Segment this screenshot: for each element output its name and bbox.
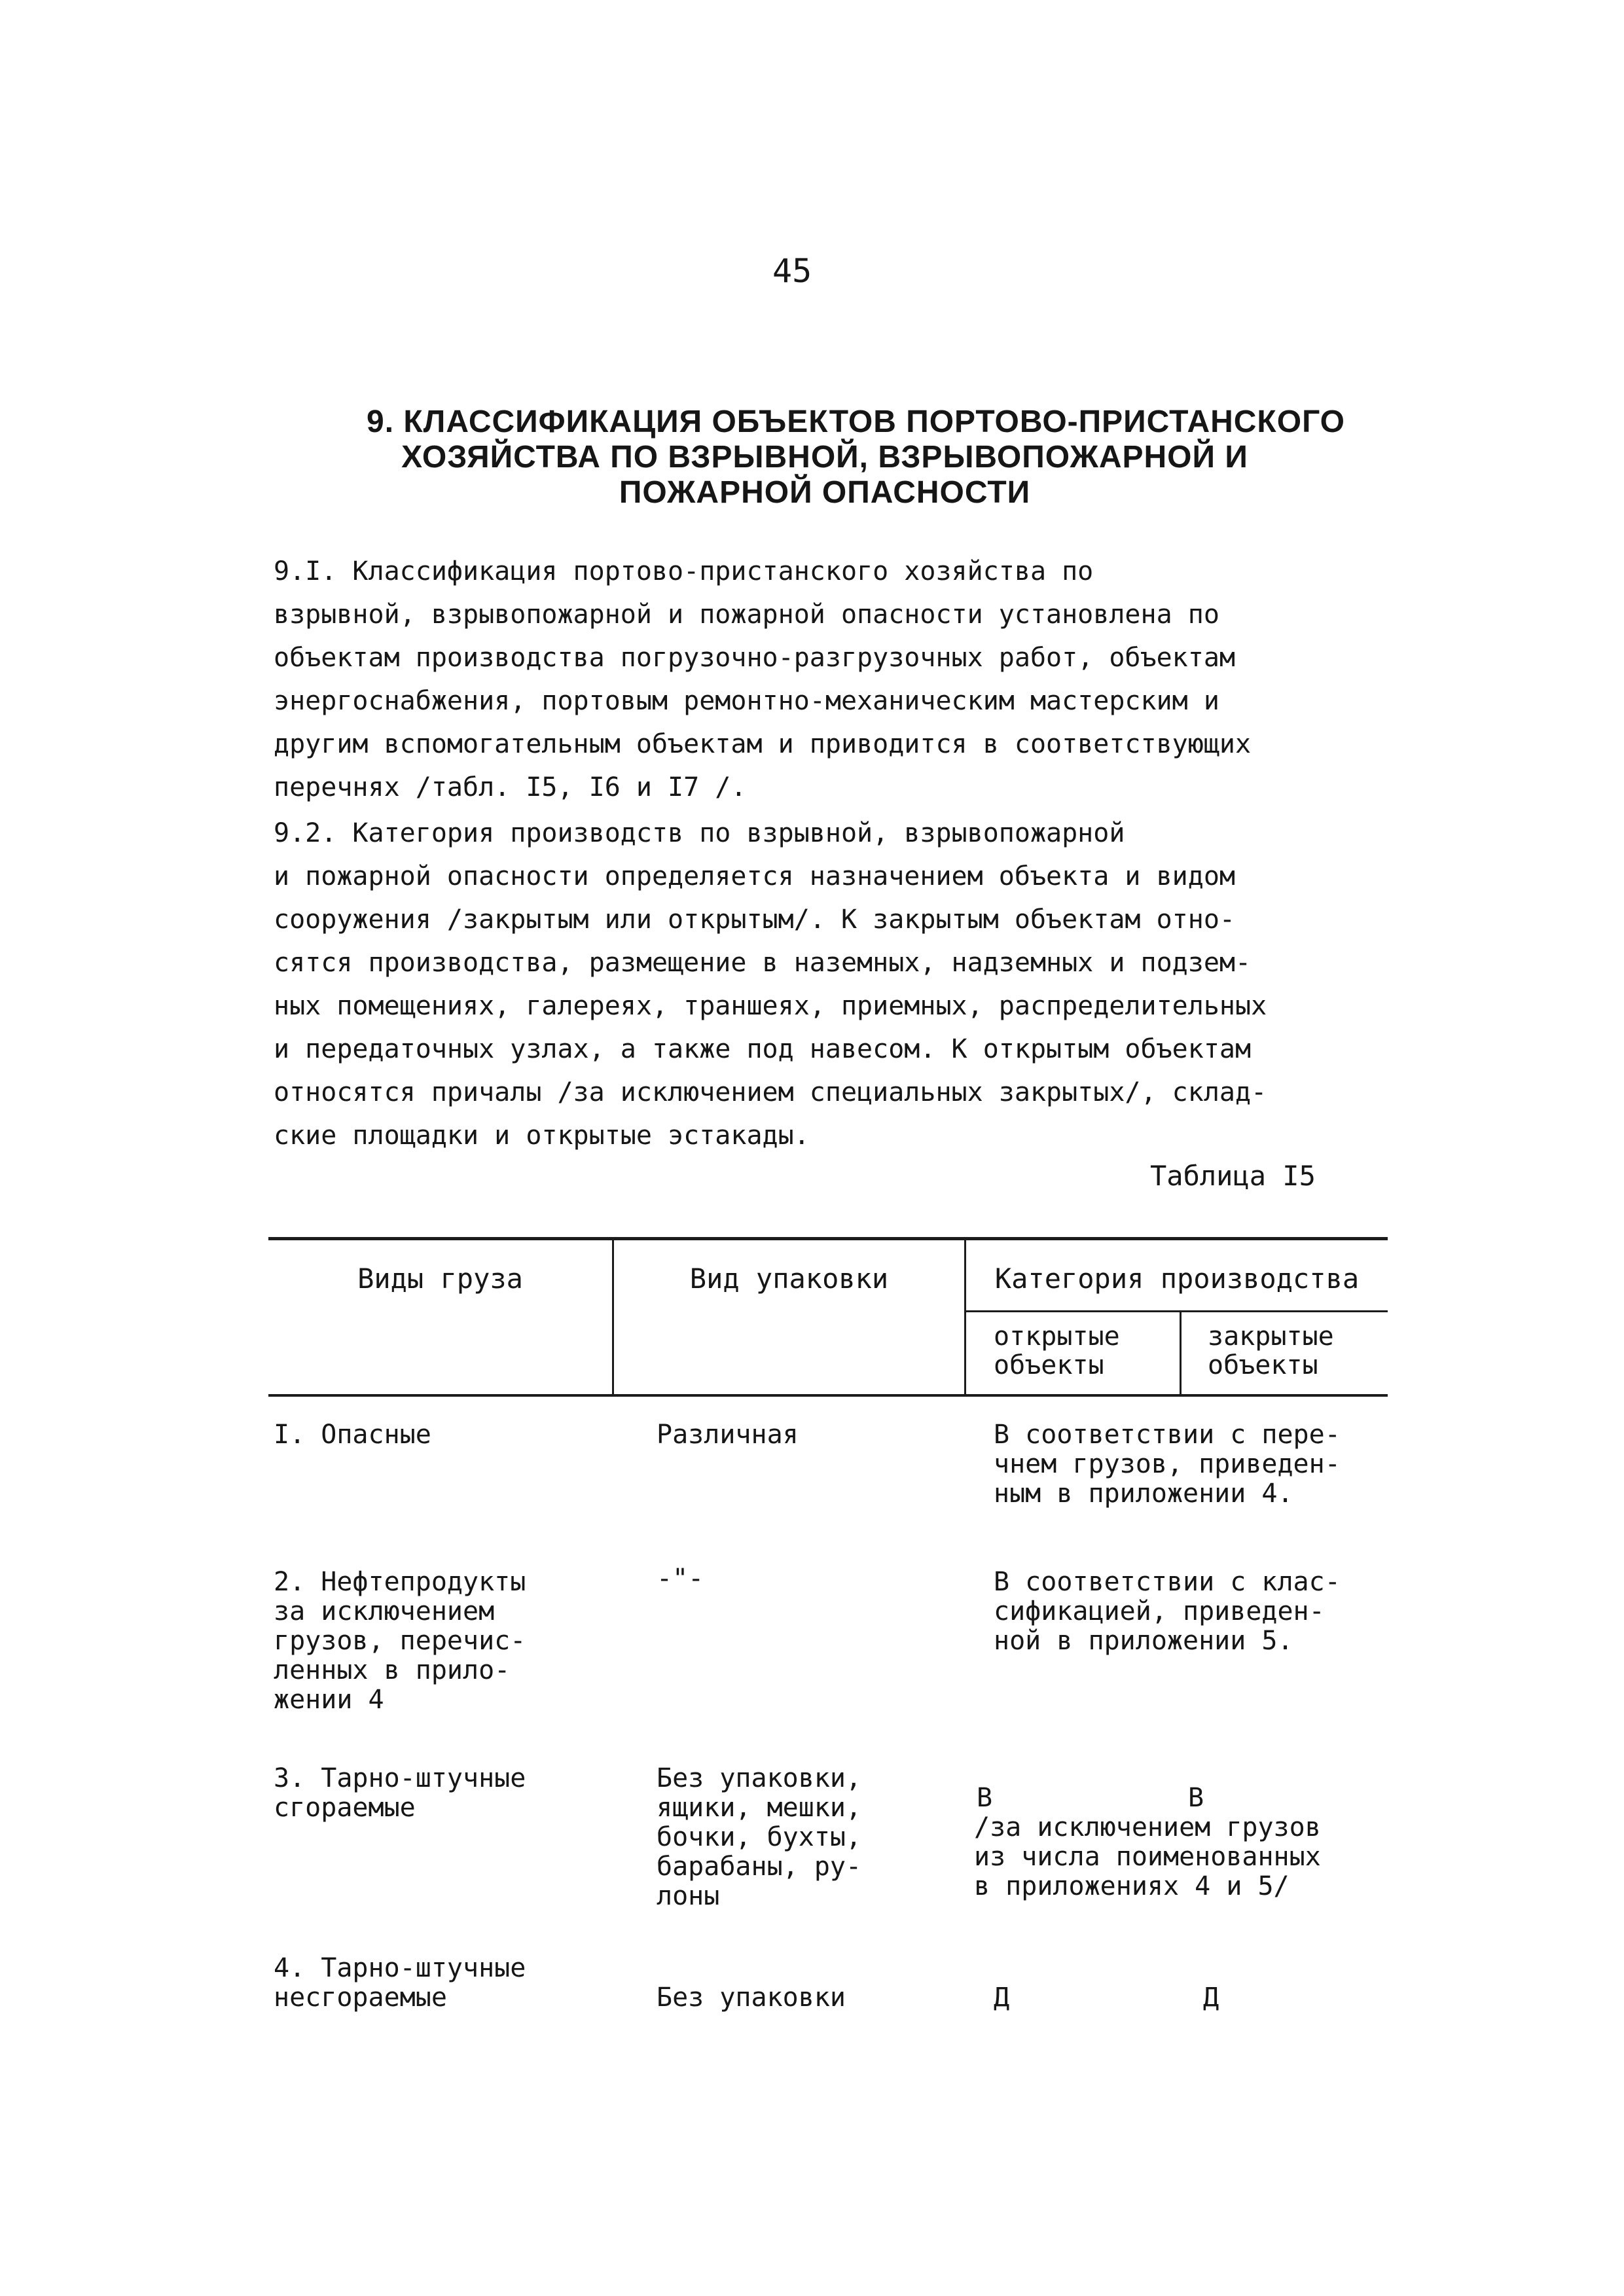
table-row-2-category: В соответствии с клас- сификацией, приведен- ной в приложении 5. (994, 1567, 1341, 1656)
section-title-line-1: 9. КЛАССИФИКАЦИЯ ОБЪЕКТОВ ПОРТОВО-ПРИСТАНСКОГО (367, 404, 1345, 439)
table-top-rule (268, 1237, 1388, 1240)
table-caption: Таблица I5 (1150, 1160, 1316, 1192)
table-row-4-packaging: Без упаковки (657, 1982, 846, 2013)
column-divider-1 (612, 1239, 614, 1396)
table-row-3-open: В (977, 1783, 993, 1813)
table-header-bottom-rule (268, 1394, 1388, 1397)
table-row-4-cargo: 4. Тарно-штучные несгораемые (274, 1953, 526, 2013)
table-row-4-open: Д (994, 1982, 1010, 2013)
section-title-line-2: ХОЗЯЙСТВА ПО ВЗРЫВНОЙ, ВЗРЫВОПОЖАРНОЙ И (401, 440, 1248, 475)
paragraph-9-2: 9.2. Категория производств по взрывной, взрывопожарной и пожарной опасности определяется назначением объекта и видом сооружения /закрытым или открытым/. К закрытым объектам отно- сятся производства, размещение в наземных, надземных и подзем- ных помещениях, галереях, траншеях, приемных, распределительных и передаточных узлах, а также под навесом. К открытым объектам относятся причалы /за исключением специальных закрытых/, склад- ские площадки и открытые эстакады. (274, 818, 1267, 1151)
table-row-3-closed: В (1188, 1783, 1204, 1813)
header-cargo-type: Виды груза (357, 1263, 523, 1295)
table-row-3-cargo: 3. Тарно-штучные сгораемые (274, 1763, 526, 1823)
table-row-1-cargo: I. Опасные (274, 1420, 431, 1450)
paragraph-9-1: 9.I. Классификация портово-пристанского хозяйства по взрывной, взрывопожарной и пожарной опасности установлена по объектам производства погрузочно-разгрузочных работ, объектам энергоснабжения, портовым ремонтно-механическим мастерским и другим вспомогательным объектам и приводится в соответствующих перечнях /табл. I5, I6 и I7 /. (274, 556, 1252, 802)
column-divider-2 (964, 1239, 966, 1396)
table-row-3-packaging: Без упаковки, ящики, мешки, бочки, бухты, барабаны, ру- лоны (657, 1763, 862, 1911)
header-open-objects: открытые объекты (994, 1321, 1120, 1380)
column-divider-3 (1180, 1311, 1182, 1396)
table-row-2-packaging: -"- (657, 1564, 704, 1594)
header-closed-objects: закрытые объекты (1208, 1321, 1334, 1380)
table-row-3-note: /за исключением грузов из числа поименованных в приложениях 4 и 5/ (974, 1812, 1321, 1901)
section-title-line-3: ПОЖАРНОЙ ОПАСНОСТИ (619, 475, 1031, 510)
section-title (367, 404, 1345, 511)
table-row-2-cargo: 2. Нефтепродукты за исключением грузов, перечис- ленных в прило- жении 4 (274, 1567, 526, 1715)
table-row-1-category: В соответствии с пере- чнем грузов, приведен- ным в приложении 4. (994, 1420, 1341, 1509)
table-row-1-packaging: Различная (657, 1420, 799, 1450)
table-row-4-closed: Д (1203, 1982, 1219, 2013)
page-number: 45 (772, 252, 812, 290)
header-production-category: Категория производства (994, 1263, 1360, 1295)
category-header-rule (964, 1310, 1388, 1312)
header-packaging: Вид упаковки (689, 1263, 889, 1295)
